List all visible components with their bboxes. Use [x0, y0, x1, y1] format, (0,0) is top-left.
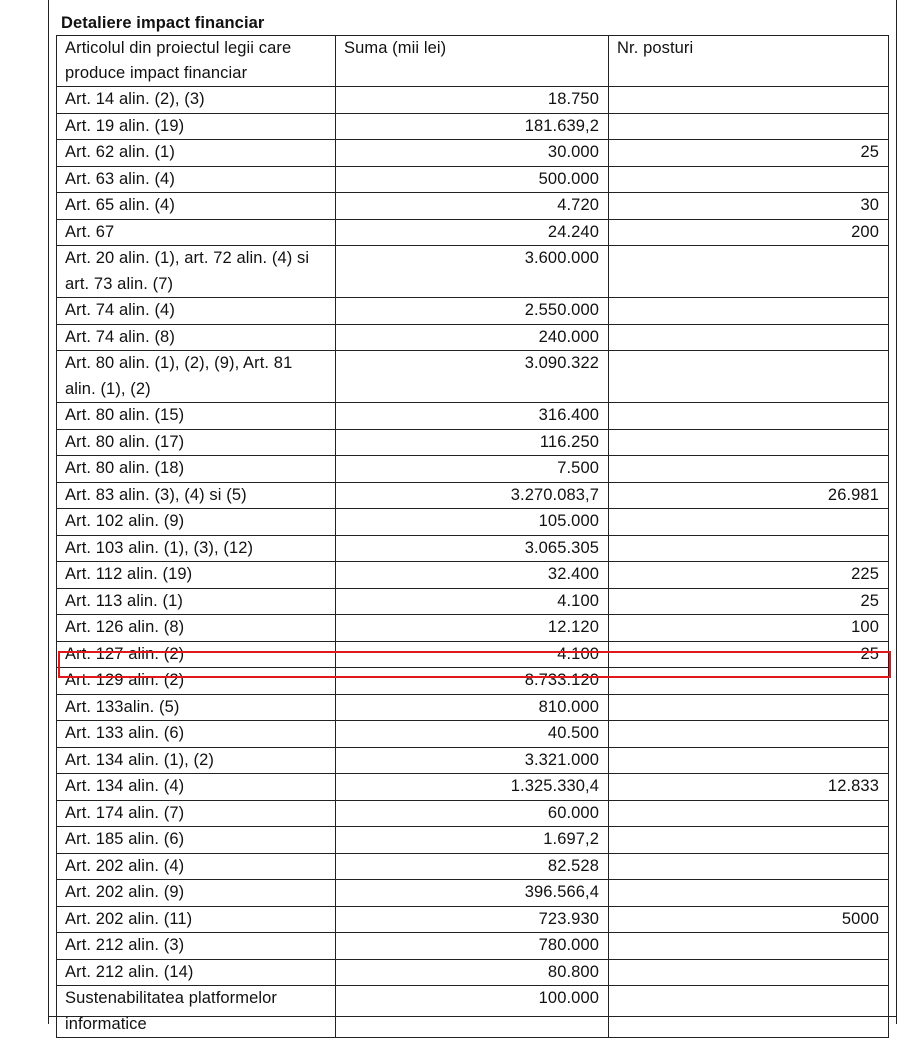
- amount-cell: 105.000: [336, 509, 609, 536]
- posts-cell: [609, 298, 889, 325]
- article-cell: Art. 129 alin. (2): [57, 668, 336, 695]
- table-row: [57, 747, 889, 774]
- amount-cell: 7.500: [336, 456, 609, 483]
- article-cell: Art. 133 alin. (6): [57, 721, 336, 748]
- amount-cell: 80.800: [336, 959, 609, 986]
- posts-cell: [609, 959, 889, 986]
- article-cell: Art. 134 alin. (1), (2): [57, 747, 336, 774]
- table-row: [57, 87, 889, 114]
- posts-cell: [609, 986, 889, 1038]
- posts-cell: [609, 429, 889, 456]
- amount-cell: 18.750: [336, 87, 609, 114]
- article-cell: Art. 103 alin. (1), (3), (12): [57, 535, 336, 562]
- posts-cell: [609, 853, 889, 880]
- table-row: [57, 721, 889, 748]
- table-row: [57, 774, 889, 801]
- article-cell: Art. 63 alin. (4): [57, 166, 336, 193]
- article-cell: Art. 83 alin. (3), (4) si (5): [57, 482, 336, 509]
- table-row: [57, 429, 889, 456]
- header-amount: Suma (mii lei): [336, 36, 609, 87]
- article-cell: Art. 174 alin. (7): [57, 800, 336, 827]
- article-cell: Art. 74 alin. (8): [57, 324, 336, 351]
- table-row: [57, 324, 889, 351]
- posts-cell: [609, 827, 889, 854]
- amount-cell: 780.000: [336, 933, 609, 960]
- posts-cell: 12.833: [609, 774, 889, 801]
- table-caption: Detaliere impact financiar: [61, 14, 265, 32]
- posts-cell: [609, 166, 889, 193]
- posts-cell: [609, 509, 889, 536]
- amount-cell: 32.400: [336, 562, 609, 589]
- article-cell: Art. 112 alin. (19): [57, 562, 336, 589]
- posts-cell: [609, 246, 889, 298]
- article-cell: Art. 134 alin. (4): [57, 774, 336, 801]
- posts-cell: [609, 324, 889, 351]
- article-cell: Art. 202 alin. (4): [57, 853, 336, 880]
- table-row: [57, 166, 889, 193]
- amount-cell: 316.400: [336, 403, 609, 430]
- amount-cell: 396.566,4: [336, 880, 609, 907]
- amount-cell: 2.550.000: [336, 298, 609, 325]
- amount-cell: 30.000: [336, 140, 609, 167]
- posts-cell: 225: [609, 562, 889, 589]
- amount-cell: 60.000: [336, 800, 609, 827]
- table-row: [57, 509, 889, 536]
- article-cell: Art. 133alin. (5): [57, 694, 336, 721]
- article-cell: Art. 202 alin. (9): [57, 880, 336, 907]
- table-row: [57, 351, 889, 403]
- amount-cell: 1.325.330,4: [336, 774, 609, 801]
- posts-cell: [609, 694, 889, 721]
- posts-cell: 26.981: [609, 482, 889, 509]
- posts-cell: [609, 747, 889, 774]
- article-cell: Art. 19 alin. (19): [57, 113, 336, 140]
- financial-impact-table: [56, 35, 889, 1038]
- posts-cell: [609, 721, 889, 748]
- amount-cell: 3.065.305: [336, 535, 609, 562]
- table-row: [57, 694, 889, 721]
- amount-cell: 100.000: [336, 986, 609, 1038]
- table-row: [57, 535, 889, 562]
- table-row: [57, 800, 889, 827]
- table-row: [57, 482, 889, 509]
- table-row: [57, 403, 889, 430]
- amount-cell: 3.090.322: [336, 351, 609, 403]
- table-row: [57, 880, 889, 907]
- article-cell: Sustenabilitatea platformelor informatice: [57, 986, 336, 1038]
- posts-cell: 200: [609, 219, 889, 246]
- amount-cell: 24.240: [336, 219, 609, 246]
- amount-cell: 4.720: [336, 193, 609, 220]
- posts-cell: 5000: [609, 906, 889, 933]
- page-border-left: [48, 0, 49, 1024]
- page-border-right: [896, 0, 897, 1024]
- posts-cell: [609, 403, 889, 430]
- amount-cell: 4.100: [336, 641, 609, 668]
- header-article: Articolul din proiectul legii care produce impact financiar: [57, 36, 336, 87]
- article-cell: Art. 202 alin. (11): [57, 906, 336, 933]
- posts-cell: [609, 113, 889, 140]
- posts-cell: [609, 800, 889, 827]
- article-cell: Art. 127 alin. (2): [57, 641, 336, 668]
- posts-cell: 25: [609, 140, 889, 167]
- amount-cell: 3.321.000: [336, 747, 609, 774]
- posts-cell: 100: [609, 615, 889, 642]
- article-cell: Art. 80 alin. (15): [57, 403, 336, 430]
- posts-cell: 25: [609, 641, 889, 668]
- table-row: [57, 933, 889, 960]
- article-cell: Art. 80 alin. (1), (2), (9), Art. 81 alin. (1), (2): [57, 351, 336, 403]
- amount-cell: 116.250: [336, 429, 609, 456]
- amount-cell: 240.000: [336, 324, 609, 351]
- table-row: [57, 615, 889, 642]
- posts-cell: 25: [609, 588, 889, 615]
- table-row: [57, 193, 889, 220]
- posts-cell: [609, 880, 889, 907]
- table-row: [57, 456, 889, 483]
- article-cell: Art. 212 alin. (14): [57, 959, 336, 986]
- table-row: [57, 562, 889, 589]
- article-cell: Art. 62 alin. (1): [57, 140, 336, 167]
- article-cell: Art. 113 alin. (1): [57, 588, 336, 615]
- article-cell: Art. 212 alin. (3): [57, 933, 336, 960]
- article-cell: Art. 14 alin. (2), (3): [57, 87, 336, 114]
- table-row: [57, 588, 889, 615]
- article-cell: Art. 20 alin. (1), art. 72 alin. (4) si art. 73 alin. (7): [57, 246, 336, 298]
- article-cell: Art. 80 alin. (18): [57, 456, 336, 483]
- table-row: [57, 986, 889, 1038]
- table-row: [57, 668, 889, 695]
- posts-cell: 30: [609, 193, 889, 220]
- article-cell: Art. 185 alin. (6): [57, 827, 336, 854]
- table-row: [57, 853, 889, 880]
- posts-cell: [609, 535, 889, 562]
- table-header-row: [57, 36, 889, 87]
- article-cell: Art. 126 alin. (8): [57, 615, 336, 642]
- posts-cell: [609, 668, 889, 695]
- amount-cell: 723.930: [336, 906, 609, 933]
- posts-cell: [609, 351, 889, 403]
- amount-cell: 12.120: [336, 615, 609, 642]
- header-posts: Nr. posturi: [609, 36, 889, 87]
- amount-cell: 810.000: [336, 694, 609, 721]
- posts-cell: [609, 456, 889, 483]
- amount-cell: 8.733.120: [336, 668, 609, 695]
- article-cell: Art. 80 alin. (17): [57, 429, 336, 456]
- article-cell: Art. 102 alin. (9): [57, 509, 336, 536]
- posts-cell: [609, 87, 889, 114]
- table-row: [57, 113, 889, 140]
- amount-cell: 3.600.000: [336, 246, 609, 298]
- article-cell: Art. 65 alin. (4): [57, 193, 336, 220]
- amount-cell: 1.697,2: [336, 827, 609, 854]
- article-cell: Art. 67: [57, 219, 336, 246]
- table-row: [57, 246, 889, 298]
- table-row: [57, 959, 889, 986]
- amount-cell: 500.000: [336, 166, 609, 193]
- amount-cell: 82.528: [336, 853, 609, 880]
- table-row: [57, 641, 889, 668]
- posts-cell: [609, 933, 889, 960]
- article-cell: Art. 74 alin. (4): [57, 298, 336, 325]
- table-row: [57, 906, 889, 933]
- table-row: [57, 140, 889, 167]
- amount-cell: 40.500: [336, 721, 609, 748]
- table-row: [57, 298, 889, 325]
- amount-cell: 181.639,2: [336, 113, 609, 140]
- table-row: [57, 827, 889, 854]
- amount-cell: 3.270.083,7: [336, 482, 609, 509]
- amount-cell: 4.100: [336, 588, 609, 615]
- table-row: [57, 219, 889, 246]
